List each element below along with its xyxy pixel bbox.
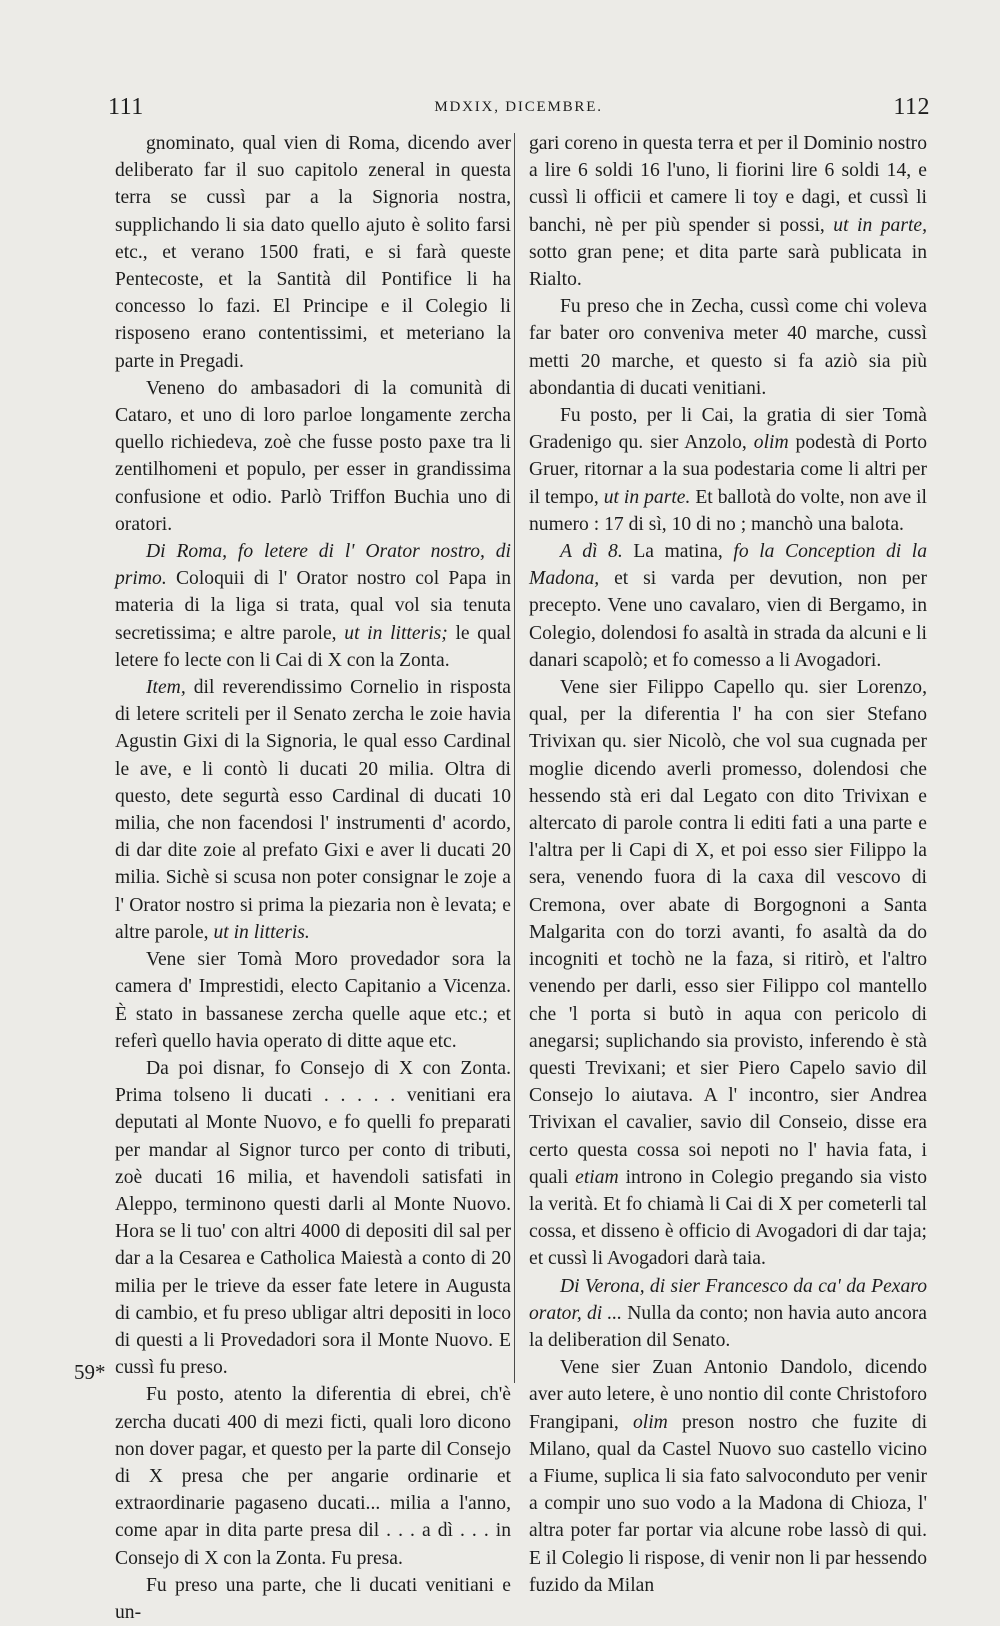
paragraph-text: Nulla da conto; non havia auto ancora la deliberation dil Senato. [529,1302,927,1351]
paragraph-text: Fu posto, per li Cai, la gratia di sier Tomà Gradenigo qu. sier Anzolo, [529,405,927,454]
paragraph-text: introno in Colegio pregando sia visto la verità. Et fo chiamà li Cai di X per cometerli tal cossa, et disseno è officio di Avogadori di dar taja; et cussì li Avogadori darà taia. [529,1166,927,1270]
italic-text: ut in parte, [833,214,927,236]
paragraph [529,538,927,674]
paragraph-text: podestà di Porto Gruer, ritornar a la sua podestaria come li altri per il tempo, [529,432,927,508]
paragraph [529,293,927,402]
paragraph-text: gari coreno in questa terra et per il Dominio nostro a lire 6 soldi 16 l'uno, li fiorini lire 6 soldi 14, e cussì li officii et camere li toy e dagi, et cussì li banchi, nè per più spender si possi, [529,133,927,236]
italic-text: ut in litteris; [344,622,448,644]
paragraph-text: La matina, [622,541,734,563]
paragraph-text: Fu preso una parte, che li ducati venitiani e un- [115,1574,511,1623]
italic-text: ut in litteris. [213,921,310,943]
paragraph-text: Et ballotà do volte, non ave il numero : 17 di sì, 10 di no ; manchò una balota. [529,486,927,535]
italic-text: olim [753,432,789,454]
paragraph [115,1055,511,1381]
paragraph-text: Coloquii di l' Orator nostro col Papa in materia di la liga si trata, qual vol sia tenuta secretissima; e altre parole, [115,568,511,644]
italic-text: Di Verona, di sier Francesco da ca' da Pexaro orator, di ... [529,1275,927,1324]
paragraph [115,538,511,674]
paragraph-text: Da poi disnar, fo Consejo di X con Zonta. Prima tolseno li ducati . . . . . venitiani era deputati al Monte Nuovo, e fo quelli fo preparati per mandar al Signor turco per conto di tributi, zoè ducati 16 milia, et havendoli satisfati in Aleppo, terminono questi darli al Monte Nuovo. Hora se li tuo' con altri 4000 di depositi dil sal per dar a la Cesarea e Catholica Maiestà a conto di 20 milia per le trieve da esser fate letere in Augusta di cambio, et fu preso ubligar altri depositi in loco di questi a li Provedadori sora il Monte Nuovo. E cussì fu preso. [115,1057,511,1379]
left-text-column [115,130,511,1626]
paragraph-text: dil reverendissimo Cornelio in risposta di letere scriteli per il Senato zercha le zoie havia Agustin Gixi di la Signoria, le qual esso Cardinal le ave, e li contò li ducati 20 milia. Oltra di questo, dete segurtà esso Cardinal di ducati 10 milia, che non facendosi l' instrumenti d' acordo, di dar dite zoie al prefato Gixi e aver li ducati 20 milia. Sichè si scusa non poter consignar le zoje a l' Orator nostro si prima la piezaria non è levata; e altre parole, [115,677,511,943]
paragraph [529,1354,927,1599]
paragraph-text: Fu posto, atento la diferentia di ebrei, ch'è zercha ducati 400 di mezi ficti, quali loro dicono non dover pagar, et questo per la parte dil Consejo di X presa che per angarie ordinarie et extraordinarie pagaseno ducati... milia a l'anno, come apar in dita parte presa dil . . . a dì . . . in Consejo di X con la Zonta. Fu presa. [115,1384,511,1569]
paragraph-text: sotto gran pene; et dita parte sarà publicata in Rialto. [529,241,927,291]
italic-text: A dì 8. [560,541,623,563]
paragraph [529,130,927,293]
paragraph [529,1273,927,1355]
right-text-column [529,130,927,1599]
running-title: MDXIX, DICEMBRE. [434,98,603,115]
column-divider [514,133,515,1383]
italic-text: olim [632,1411,668,1433]
italic-text: fo la Conception di la Madona, [529,541,928,590]
paragraph-text: Vene sier Zuan Antonio Dandolo, dicendo aver auto letere, è uno nontio dil conte Christoforo Frangipani, [529,1357,927,1433]
paragraph-text: Vene sier Filippo Capello qu. sier Lorenzo, qual, per la diferentia l' ha con sier Stefano Trivixan qu. sier Nicolò, che vol sua cugnada per moglie dicendo averli promesso, dolendosi che hessendo stà eri dal Legato con dito Trivixan e altercato di parole contra li editi fati a una parte e l'altra per li Capi di X, et poi esso sier Filippo la sera, venendo fuora di la caxa dil vescovo di Cremona, over abate di Borgognoni a Santa Malgarita con do torzi avanti, fo asaltà da do incogniti et tochò ne la faza, si ritirò, et l'altro venendo per darli, esso sier Filippo col mantello che 'l porta si butò in aqua con pericolo di anegarsi; suplichando sia provisto, inferendo è stà questi Trevixani; et sier Piero Capelo savio dil Consejo lo aiutava. A l' incontro, sier Andrea Trivixan el cavalier, savio dil Conseio, disse era certo questa cossa soi nepoti no l' havia fata, i quali [529,677,927,1188]
paragraph [115,1572,511,1626]
paragraph-text: le qual letere fo lecte con li Cai di X con la Zonta. [115,622,512,671]
paragraph [115,946,511,1055]
paragraph-text: preson nostro che fuzite di Milano, qual da Castel Nuovo suo castello vicino a Fiume, suplica li sia fato salvoconduto per venir a compir uno suo vodo a la Madona di Chioza, l' altra poter far portar via alcune robe lassò di qui. E il Colegio li rispose, di venir non li par hessendo fuzido da Milan [529,1411,928,1596]
paragraph [115,130,511,375]
italic-text: etiam [575,1166,619,1188]
paragraph-text: Veneno do ambasadori di la comunità di Cataro, et uno di loro parloe longamente zercha quello richiedeva, zoè che fusse posto paxe tra li zentilhomeni et populo, per esser in grandissima confusione et odio. Parlò Triffon Buchia uno di oratori. [115,377,511,535]
paragraph [529,402,927,538]
paragraph [115,375,511,538]
paragraph [115,674,511,946]
right-page-number: 112 [893,93,930,120]
margin-note: 59* [74,1360,106,1384]
paragraph-text: Fu preso che in Zecha, cussì come chi voleva far bater oro conveniva meter 40 marche, cussì metti 20 marche, et questo si fa aziò sia più abondantia di ducati venitiani. [529,296,927,399]
italic-text: Item, [146,677,186,699]
paragraph [529,674,927,1272]
left-page-number: 111 [108,93,144,120]
paragraph-text: Vene sier Tomà Moro provedador sora la camera d' Imprestidi, electo Capitanio a Vicenza. È stato in bassanese zercha quelle aque etc.; et referì quello havia operato di ditte aque etc. [115,949,511,1052]
page-header [108,92,930,122]
paragraph-text: gnominato, qual vien di Roma, dicendo aver deliberato far il suo capitolo zeneral in questa terra se cussì par a la Signoria nostra, supplichando li sia dato quello ajuto è solito farsi etc., et verano 1500 frati, e si farà queste Pentecoste, et la Santità dil Pontifice li ha concesso lo fazi. El Principe e il Colegio li risposeno erano contentissimi, et meteriano la parte in Pregadi. [115,133,511,372]
paragraph-text: et si varda per devution, non per precepto. Vene uno cavalaro, vien di Bergamo, in Colegio, dolendosi fo asaltà in strada da alcuni e li danari scapolò; et fo comesso a li Avogadori. [529,568,927,671]
italic-text: ut in parte. [603,486,691,508]
paragraph [115,1381,511,1571]
italic-text: Di Roma, fo letere di l' Orator nostro, di primo. [115,541,511,590]
